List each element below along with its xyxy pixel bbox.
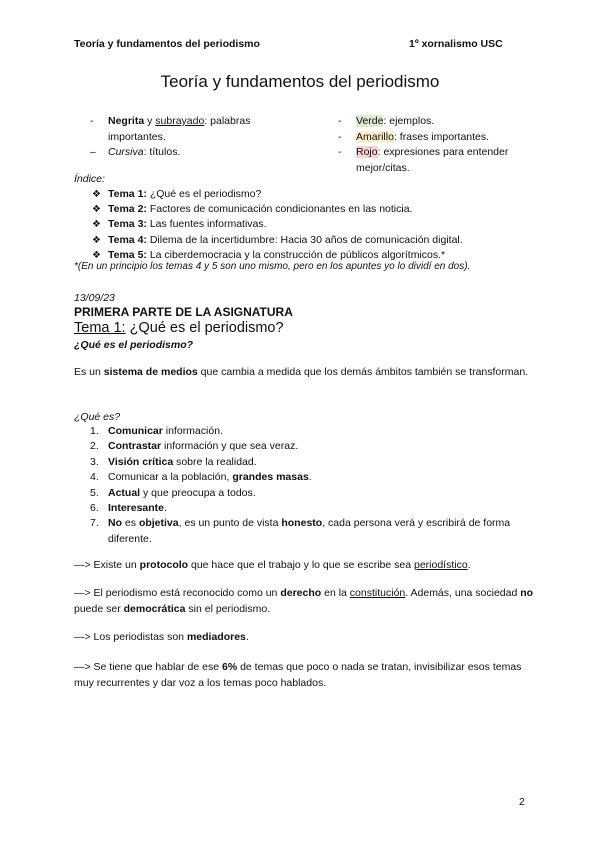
legend-italic: Cursiva <box>108 146 144 158</box>
index-item-text: Las fuentes informativas. <box>146 218 267 231</box>
question-label: ¿Qué es? <box>74 411 121 423</box>
bold-text: Actual <box>108 486 141 499</box>
list-number: 1. <box>90 425 99 437</box>
section-title <box>74 320 284 336</box>
legend-item <box>90 114 300 145</box>
dash: - <box>338 146 342 158</box>
bold-text: derecho <box>280 587 322 599</box>
legend-bold: Negrita <box>108 115 145 127</box>
text: y que preocupa a todos. <box>140 486 256 499</box>
diamond-bullet-icon: ❖ <box>92 204 101 216</box>
text: información y que sea veraz. <box>161 440 299 453</box>
legend-text: : expresiones para entender mejor/citas. <box>356 146 509 174</box>
section-label: Tema 1: <box>74 320 126 336</box>
text: es <box>122 517 139 530</box>
header-left: Teoría y fundamentos del periodismo <box>74 38 260 50</box>
index-item-label: Tema 1: <box>108 188 147 200</box>
text: información. <box>162 425 223 437</box>
index-item-label: Tema 3: <box>108 218 147 231</box>
bold-text: honesto <box>281 517 323 530</box>
bold-text: objetiva <box>138 517 179 530</box>
text: —> Los periodistas son <box>74 631 187 643</box>
list-item <box>90 486 530 501</box>
legend-text: : títulos. <box>143 146 181 158</box>
numbered-list <box>90 424 530 547</box>
bold-text: Visión crítica <box>108 455 174 468</box>
text: que cambia a medida que los demás ámbitos también se transforman. <box>197 366 529 378</box>
paragraph-porcentaje <box>74 660 534 691</box>
diamond-bullet-icon: ❖ <box>92 189 101 200</box>
diamond-bullet-icon: ❖ <box>92 234 101 246</box>
bold-text: protocolo <box>139 559 189 571</box>
list-number: 5. <box>90 486 99 499</box>
diamond-bullet-icon: ❖ <box>92 249 101 261</box>
index-item <box>92 217 463 232</box>
legend-underline: subrayado <box>155 115 205 127</box>
legend-item <box>90 145 300 161</box>
text: —> El periodismo está reconocido como un <box>74 587 281 599</box>
list-number: 4. <box>90 471 99 484</box>
index-item-label: Tema 2: <box>108 203 147 216</box>
part-title: PRIMERA PARTE DE LA ASIGNATURA <box>74 305 293 319</box>
paragraph-derecho <box>74 586 534 617</box>
header-right: 1º xornalismo USC <box>409 38 503 50</box>
text: que hace que el trabajo y lo que se escribe sea <box>188 559 414 571</box>
list-item <box>90 439 530 454</box>
legend-text: : palabras importantes. <box>108 115 251 143</box>
legend-item <box>338 145 538 176</box>
text: . <box>164 502 167 515</box>
dash: - <box>338 130 342 143</box>
list-item <box>90 455 530 470</box>
index-item-label: Tema 4: <box>108 233 147 246</box>
list-item <box>90 516 530 547</box>
text: —> Se tiene que hablar de ese <box>74 661 222 673</box>
subtitle: ¿Qué es el periodismo? <box>74 339 194 351</box>
bold-text: sistema de medios <box>103 366 198 378</box>
index-item-text: ¿Qué es el periodismo? <box>146 188 262 200</box>
intro-paragraph <box>74 365 534 381</box>
list-item <box>90 501 530 516</box>
document-title: Teoría y fundamentos del periodismo <box>160 72 440 91</box>
section-text: ¿Qué es el periodismo? <box>125 320 284 336</box>
index-item-text: Dilema de la incertidumbre: Hacia 30 años de comunicación digital. <box>146 233 463 246</box>
legend-text: : ejemplos. <box>383 115 435 127</box>
bold-text: Comunicar <box>108 425 163 437</box>
legend-item <box>338 130 538 146</box>
text: . <box>467 559 471 571</box>
index-item-text: La ciberdemocracia y la construcción de públicos algorítmicos.* <box>146 248 446 261</box>
date: 13/09/23 <box>74 292 115 304</box>
bold-text: mediadores <box>186 631 246 643</box>
bold-text: Contrastar <box>108 440 162 453</box>
underlined-text: constitución <box>349 587 406 599</box>
text: , es un punto de vista <box>178 517 282 530</box>
index-note: *(En un principio los temas 4 y 5 son uno mismo, pero en los apuntes yo lo dividí en dos). <box>74 261 471 272</box>
dash: - <box>90 115 94 127</box>
dash: – <box>90 146 96 158</box>
text: Es un <box>74 366 104 378</box>
index-item-text: Factores de comunicación condicionantes en las noticia. <box>146 203 413 216</box>
legend-right <box>338 114 538 176</box>
bold-text: no <box>520 587 534 599</box>
text: de temas que poco o nada se tratan, invisibilizar esos temas muy recurrentes y dar voz a los temas poco hablados. <box>74 661 522 689</box>
paragraph-protocol <box>74 558 534 574</box>
legend-yellow: Amarillo <box>356 130 394 143</box>
text: . <box>245 631 249 643</box>
list-number: 2. <box>90 440 99 453</box>
index-item <box>92 187 463 202</box>
legend-left <box>90 114 300 161</box>
text: . <box>308 471 312 484</box>
legend-text: : frases importantes. <box>393 130 490 143</box>
text: . Además, una sociedad <box>405 587 521 599</box>
index-list <box>92 187 463 263</box>
text: sin el periodismo. <box>185 602 271 615</box>
paragraph-mediadores <box>74 630 534 646</box>
text: —> Existe un <box>74 559 140 571</box>
text: , cada persona verá y escribirá de forma diferente. <box>108 517 511 545</box>
bold-text: Interesante <box>108 502 165 515</box>
text: sobre la realidad. <box>173 455 257 468</box>
page-number: 2 <box>519 796 525 808</box>
legend-green: Verde <box>356 115 384 127</box>
index-item <box>92 233 463 248</box>
list-number: 7. <box>90 517 99 530</box>
legend-red: Rojo <box>356 146 378 158</box>
legend-text: y <box>144 115 156 127</box>
list-item <box>90 424 530 439</box>
diamond-bullet-icon: ❖ <box>92 219 101 231</box>
list-number: 6. <box>90 502 99 515</box>
index-item-label: Tema 5: <box>108 248 147 261</box>
index-item <box>92 202 463 217</box>
legend-item <box>338 114 538 130</box>
index-label: Índice: <box>74 173 105 185</box>
bold-text: No <box>108 517 122 530</box>
list-item <box>90 470 530 485</box>
bold-text: democrática <box>123 602 186 615</box>
bold-text: 6% <box>221 661 238 673</box>
text: en la <box>321 587 350 599</box>
dash: - <box>338 115 342 127</box>
bold-text: grandes masas <box>232 471 309 484</box>
list-number: 3. <box>90 455 99 468</box>
underlined-text: periodístico <box>413 559 468 571</box>
text: puede ser <box>74 602 124 615</box>
text: Comunicar a la población, <box>108 471 233 484</box>
